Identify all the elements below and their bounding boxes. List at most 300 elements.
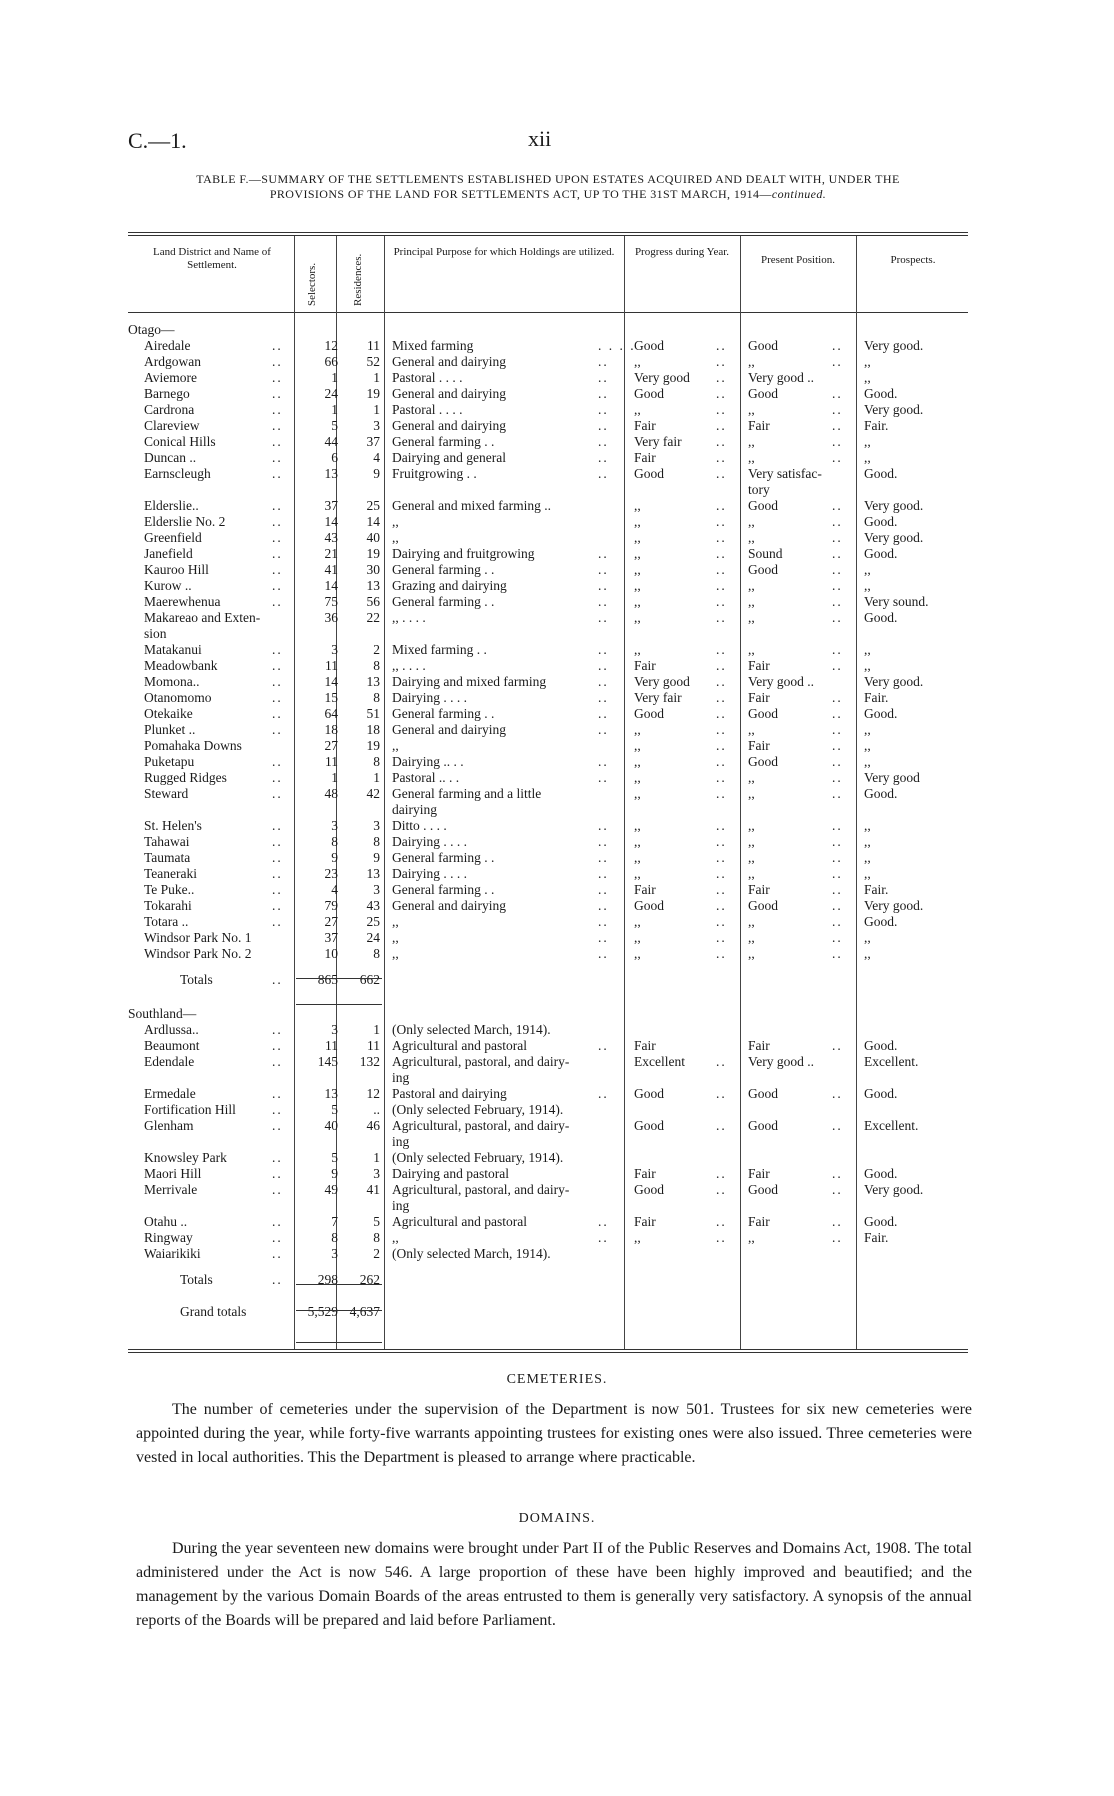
leader-dots: .. bbox=[716, 674, 727, 689]
position-cell: Good bbox=[748, 898, 778, 913]
position-cell: Fair bbox=[748, 690, 770, 705]
purpose-cell: General farming . . bbox=[392, 594, 495, 609]
position-cell: ,, bbox=[748, 850, 755, 865]
leader-dots: .. bbox=[832, 722, 843, 737]
prospects-cell: Good. bbox=[864, 610, 898, 625]
leader-dots: . . . . bbox=[598, 338, 636, 353]
leader-dots: .. bbox=[598, 866, 609, 881]
selectors-count: 18 bbox=[324, 722, 338, 737]
residences-count: 11 bbox=[367, 1038, 380, 1053]
col-rule-residences bbox=[384, 236, 385, 1349]
position-cell: Good bbox=[748, 1086, 778, 1101]
selectors-count: 79 bbox=[324, 898, 338, 913]
residences-count: 25 bbox=[366, 498, 380, 513]
leader-dots: .. bbox=[272, 498, 283, 513]
leader-dots: .. bbox=[272, 882, 283, 897]
residences-count: 40 bbox=[366, 530, 380, 545]
selectors-count: 3 bbox=[331, 1022, 338, 1037]
residences-count: 662 bbox=[359, 972, 380, 987]
col-header-prospects: Prospects. bbox=[890, 254, 936, 266]
progress-cell: Good bbox=[634, 1182, 664, 1197]
settlement-name: Totara .. bbox=[144, 914, 189, 929]
position-cell: Very good .. bbox=[748, 1054, 814, 1069]
progress-cell: Good bbox=[634, 706, 664, 721]
leader-dots: .. bbox=[272, 818, 283, 833]
leader-dots: .. bbox=[716, 354, 727, 369]
southland-totals-rule bbox=[296, 1284, 382, 1285]
leader-dots: .. bbox=[598, 402, 609, 417]
settlement-name: Kauroo Hill bbox=[144, 562, 209, 577]
col-header-progress: Progress during Year. bbox=[634, 246, 730, 258]
purpose-cell: ,, . . . . bbox=[392, 610, 426, 625]
selectors-count: 44 bbox=[324, 434, 338, 449]
leader-dots: .. bbox=[832, 882, 843, 897]
purpose-cell: General farming . . bbox=[392, 882, 495, 897]
selectors-count: 3 bbox=[331, 642, 338, 657]
progress-cell: ,, bbox=[634, 818, 641, 833]
position-cell: ,, bbox=[748, 834, 755, 849]
settlement-name: Elderslie.. bbox=[144, 498, 199, 513]
residences-count: 51 bbox=[366, 706, 380, 721]
position-cell: Good bbox=[748, 386, 778, 401]
leader-dots: .. bbox=[716, 770, 727, 785]
leader-dots: .. bbox=[272, 562, 283, 577]
residences-count: 41 bbox=[366, 1182, 380, 1197]
leader-dots: .. bbox=[716, 498, 727, 513]
leader-dots: .. bbox=[716, 530, 727, 545]
settlement-name: Greenfield bbox=[144, 530, 202, 545]
settlement-name: Plunket .. bbox=[144, 722, 196, 737]
leader-dots: .. bbox=[832, 498, 843, 513]
purpose-cell: Agricultural, pastoral, and dairy- bbox=[392, 1118, 570, 1133]
prospects-cell: Good. bbox=[864, 914, 898, 929]
position-cell: Fair bbox=[748, 1038, 770, 1053]
leader-dots: .. bbox=[832, 530, 843, 545]
progress-cell: Very fair bbox=[634, 434, 682, 449]
prospects-cell: Excellent. bbox=[864, 1118, 919, 1133]
position-cell: Good bbox=[748, 562, 778, 577]
leader-dots: .. bbox=[832, 338, 843, 353]
leader-dots: .. bbox=[832, 786, 843, 801]
selectors-count: 865 bbox=[317, 972, 338, 987]
leader-dots: .. bbox=[272, 1272, 283, 1287]
residences-count: 12 bbox=[366, 1086, 380, 1101]
residences-count: 8 bbox=[373, 690, 380, 705]
purpose-cell: Dairying .. . . bbox=[392, 754, 464, 769]
leader-dots: .. bbox=[598, 914, 609, 929]
progress-cell: ,, bbox=[634, 594, 641, 609]
prospects-cell: Good. bbox=[864, 466, 898, 481]
position-cell: Fair bbox=[748, 658, 770, 673]
leader-dots: .. bbox=[598, 770, 609, 785]
progress-cell: Good bbox=[634, 386, 664, 401]
position-cell: tory bbox=[748, 482, 770, 497]
settlement-name: Conical Hills bbox=[144, 434, 216, 449]
settlement-name: Elderslie No. 2 bbox=[144, 514, 226, 529]
settlement-name: Ringway bbox=[144, 1230, 193, 1245]
purpose-cell: Dairying . . . . bbox=[392, 690, 467, 705]
selectors-count: 145 bbox=[317, 1054, 338, 1069]
purpose-cell: ,, bbox=[392, 530, 399, 545]
continued-label: continued. bbox=[771, 187, 827, 201]
residences-count: 8 bbox=[373, 1230, 380, 1245]
position-cell: ,, bbox=[748, 866, 755, 881]
leader-dots: .. bbox=[272, 466, 283, 481]
settlement-name: Steward bbox=[144, 786, 189, 801]
progress-cell: ,, bbox=[634, 562, 641, 577]
residences-count: 19 bbox=[366, 738, 380, 753]
settlement-name: Otanomomo bbox=[144, 690, 212, 705]
leader-dots: .. bbox=[716, 786, 727, 801]
leader-dots: .. bbox=[832, 562, 843, 577]
selectors-count: 75 bbox=[324, 594, 338, 609]
cemeteries-paragraph: The number of cemeteries under the supervision of the Department is now 501. Trustees for six new cemeteries were appointed during the year, while forty-five warrants appointing trustees for existing ones were also issued. Three cemeteries were vested in local authorities. This the Department is pleased to arrange where practicable. bbox=[136, 1401, 972, 1466]
settlement-name: Pomahaka Downs bbox=[144, 738, 242, 753]
residences-count: .. bbox=[373, 1102, 380, 1117]
residences-count: 1 bbox=[373, 1150, 380, 1165]
leader-dots: .. bbox=[272, 1022, 283, 1037]
leader-dots: .. bbox=[832, 1214, 843, 1229]
leader-dots: .. bbox=[832, 706, 843, 721]
leader-dots: .. bbox=[272, 914, 283, 929]
leader-dots: .. bbox=[272, 658, 283, 673]
leader-dots: .. bbox=[716, 1054, 727, 1069]
leader-dots: .. bbox=[272, 1150, 283, 1165]
leader-dots: .. bbox=[272, 1182, 283, 1197]
leader-dots: .. bbox=[716, 338, 727, 353]
purpose-cell: General farming . . bbox=[392, 562, 495, 577]
settlement-name: Ermedale bbox=[144, 1086, 196, 1101]
prospects-cell: ,, bbox=[864, 434, 871, 449]
settlement-name: Edendale bbox=[144, 1054, 195, 1069]
selectors-count: 9 bbox=[331, 1166, 338, 1181]
domains-paragraph: During the year seventeen new domains were brought under Part II of the Public Reserves and Domains Act, 1908. The total administered under the Act is now 546. A large proportion of these have been highly improved and beautified; and the management by the various Domain Boards of the areas entrusted to them is generally very satisfactory. A synopsis of the annual reports of the Boards will be prepared and laid before Parliament. bbox=[136, 1540, 972, 1629]
leader-dots: .. bbox=[716, 402, 727, 417]
table-title bbox=[128, 172, 968, 202]
leader-dots: .. bbox=[272, 1054, 283, 1069]
leader-dots: .. bbox=[272, 418, 283, 433]
position-cell: ,, bbox=[748, 434, 755, 449]
leader-dots: .. bbox=[272, 1246, 283, 1261]
settlement-name: Rugged Ridges bbox=[144, 770, 227, 785]
leader-dots: .. bbox=[272, 402, 283, 417]
selectors-count: 43 bbox=[324, 530, 338, 545]
leader-dots: .. bbox=[598, 642, 609, 657]
leader-dots: .. bbox=[716, 1230, 727, 1245]
leader-dots: .. bbox=[272, 546, 283, 561]
col-rule-purpose bbox=[624, 236, 625, 1349]
leader-dots: .. bbox=[716, 514, 727, 529]
selectors-count: 3 bbox=[331, 818, 338, 833]
leader-dots: .. bbox=[716, 370, 727, 385]
page-reference: C.—1. bbox=[128, 128, 187, 153]
prospects-cell: Very sound. bbox=[864, 594, 929, 609]
settlement-name: Totals bbox=[180, 972, 213, 987]
residences-count: 25 bbox=[366, 914, 380, 929]
settlement-name: Waiarikiki bbox=[144, 1246, 201, 1261]
position-cell: ,, bbox=[748, 770, 755, 785]
leader-dots: .. bbox=[832, 610, 843, 625]
residences-count: 3 bbox=[373, 818, 380, 833]
position-cell: Very satisfac- bbox=[748, 466, 822, 481]
selectors-count: 48 bbox=[324, 786, 338, 801]
progress-cell: ,, bbox=[634, 354, 641, 369]
leader-dots: .. bbox=[598, 754, 609, 769]
leader-dots: .. bbox=[272, 594, 283, 609]
progress-cell: Very good bbox=[634, 674, 690, 689]
position-cell: Very good .. bbox=[748, 370, 814, 385]
settlement-name: Clareview bbox=[144, 418, 200, 433]
leader-dots: .. bbox=[716, 1118, 727, 1133]
position-cell: ,, bbox=[748, 450, 755, 465]
residences-count: 52 bbox=[366, 354, 380, 369]
selectors-count: 298 bbox=[317, 1272, 338, 1287]
leader-dots: .. bbox=[832, 738, 843, 753]
residences-count: 19 bbox=[366, 386, 380, 401]
selectors-count: 8 bbox=[331, 834, 338, 849]
position-cell: Sound bbox=[748, 546, 783, 561]
purpose-cell: Agricultural, pastoral, and dairy- bbox=[392, 1054, 570, 1069]
progress-cell: ,, bbox=[634, 850, 641, 865]
leader-dots: .. bbox=[716, 466, 727, 481]
leader-dots: .. bbox=[272, 1166, 283, 1181]
leader-dots: .. bbox=[272, 434, 283, 449]
progress-cell: ,, bbox=[634, 578, 641, 593]
selectors-count: 41 bbox=[324, 562, 338, 577]
selectors-count: 14 bbox=[324, 514, 338, 529]
residences-count: 11 bbox=[367, 338, 380, 353]
purpose-cell: Mixed farming . . bbox=[392, 642, 487, 657]
purpose-cell: General and dairying bbox=[392, 354, 506, 369]
position-cell: ,, bbox=[748, 642, 755, 657]
col-header-name: Land District and Name of Settlement. bbox=[153, 246, 271, 271]
leader-dots: .. bbox=[598, 1086, 609, 1101]
col-rule-progress bbox=[740, 236, 741, 1349]
col-header-position: Present Position. bbox=[761, 254, 835, 266]
purpose-cell: Agricultural, pastoral, and dairy- bbox=[392, 1182, 570, 1197]
prospects-cell: Fair. bbox=[864, 690, 889, 705]
leader-dots: .. bbox=[832, 354, 843, 369]
prospects-cell: Very good bbox=[864, 770, 920, 785]
prospects-cell: Excellent. bbox=[864, 1054, 919, 1069]
leader-dots: .. bbox=[832, 754, 843, 769]
prospects-cell: Fair. bbox=[864, 1230, 889, 1245]
purpose-cell: dairying bbox=[392, 802, 437, 817]
prospects-cell: Good. bbox=[864, 1038, 898, 1053]
purpose-cell: General and dairying bbox=[392, 386, 506, 401]
purpose-cell: Dairying and pastoral bbox=[392, 1166, 509, 1181]
settlement-name: Momona.. bbox=[144, 674, 200, 689]
table-bottom-rule-2 bbox=[128, 1352, 968, 1353]
table-top-rule-2 bbox=[128, 235, 968, 236]
settlement-name: Maerewhenua bbox=[144, 594, 221, 609]
position-cell: Good bbox=[748, 498, 778, 513]
purpose-cell: ,, bbox=[392, 914, 399, 929]
settlement-name: Beaumont bbox=[144, 1038, 200, 1053]
col-rule-position bbox=[856, 236, 857, 1349]
residences-count: 5 bbox=[373, 1214, 380, 1229]
progress-cell: Very fair bbox=[634, 690, 682, 705]
residences-count: 132 bbox=[359, 1054, 380, 1069]
residences-count: 8 bbox=[373, 946, 380, 961]
purpose-cell: ,, bbox=[392, 946, 399, 961]
prospects-cell: ,, bbox=[864, 578, 871, 593]
prospects-cell: Good. bbox=[864, 514, 898, 529]
leader-dots: .. bbox=[716, 898, 727, 913]
purpose-cell: Dairying . . . . bbox=[392, 866, 467, 881]
leader-dots: .. bbox=[716, 930, 727, 945]
leader-dots: .. bbox=[598, 850, 609, 865]
selectors-count: 36 bbox=[324, 610, 338, 625]
progress-cell: ,, bbox=[634, 722, 641, 737]
col-header-residences: Residences. bbox=[352, 253, 364, 306]
purpose-cell: Dairying . . . . bbox=[392, 834, 467, 849]
residences-count: 4 bbox=[373, 450, 380, 465]
purpose-cell: ,, bbox=[392, 738, 399, 753]
purpose-cell: Pastoral . . . . bbox=[392, 402, 463, 417]
purpose-cell: ,, bbox=[392, 1230, 399, 1245]
selectors-count: 1 bbox=[331, 770, 338, 785]
leader-dots: .. bbox=[832, 1230, 843, 1245]
leader-dots: .. bbox=[272, 514, 283, 529]
domains-heading: DOMAINS. bbox=[518, 1511, 596, 1526]
settlement-name: Puketapu bbox=[144, 754, 195, 769]
settlement-name: Tahawai bbox=[144, 834, 190, 849]
leader-dots: .. bbox=[832, 386, 843, 401]
leader-dots: .. bbox=[272, 850, 283, 865]
progress-cell: Good bbox=[634, 898, 664, 913]
leader-dots: .. bbox=[272, 786, 283, 801]
leader-dots: .. bbox=[716, 818, 727, 833]
leader-dots: .. bbox=[598, 594, 609, 609]
settlement-name: Glenham bbox=[144, 1118, 194, 1133]
purpose-cell: Pastoral . . . . bbox=[392, 370, 463, 385]
leader-dots: .. bbox=[272, 722, 283, 737]
purpose-cell: General and dairying bbox=[392, 898, 506, 913]
prospects-cell: Very good. bbox=[864, 338, 924, 353]
residences-count: 1 bbox=[373, 402, 380, 417]
leader-dots: .. bbox=[716, 850, 727, 865]
residences-count: 19 bbox=[366, 546, 380, 561]
prospects-cell: ,, bbox=[864, 866, 871, 881]
selectors-count: 11 bbox=[325, 1038, 338, 1053]
leader-dots: .. bbox=[716, 706, 727, 721]
settlement-name: Kurow .. bbox=[144, 578, 192, 593]
selectors-count: 1 bbox=[331, 402, 338, 417]
selectors-count: 5 bbox=[331, 418, 338, 433]
selectors-count: 13 bbox=[324, 466, 338, 481]
leader-dots: .. bbox=[598, 834, 609, 849]
position-cell: Fair bbox=[748, 418, 770, 433]
purpose-cell: Pastoral and dairying bbox=[392, 1086, 507, 1101]
selectors-count: 66 bbox=[324, 354, 338, 369]
leader-dots: .. bbox=[716, 594, 727, 609]
progress-cell: Good bbox=[634, 1086, 664, 1101]
leader-dots: .. bbox=[272, 642, 283, 657]
settlement-name: Barnego bbox=[144, 386, 190, 401]
progress-cell: ,, bbox=[634, 402, 641, 417]
prospects-cell: ,, bbox=[864, 930, 871, 945]
position-cell: ,, bbox=[748, 818, 755, 833]
prospects-cell: ,, bbox=[864, 658, 871, 673]
purpose-cell: ,, bbox=[392, 930, 399, 945]
progress-cell: Good bbox=[634, 466, 664, 481]
settlement-name: Airedale bbox=[144, 338, 191, 353]
leader-dots: .. bbox=[716, 578, 727, 593]
leader-dots: .. bbox=[716, 418, 727, 433]
prospects-cell: Good. bbox=[864, 1214, 898, 1229]
settlement-name: Windsor Park No. 1 bbox=[144, 930, 252, 945]
leader-dots: .. bbox=[272, 578, 283, 593]
progress-cell: Fair bbox=[634, 1214, 656, 1229]
selectors-count: 23 bbox=[324, 866, 338, 881]
leader-dots: .. bbox=[832, 594, 843, 609]
purpose-cell: Pastoral .. . . bbox=[392, 770, 460, 785]
selectors-count: 49 bbox=[324, 1182, 338, 1197]
residences-count: 13 bbox=[366, 674, 380, 689]
position-cell: Good bbox=[748, 338, 778, 353]
position-cell: ,, bbox=[748, 530, 755, 545]
residences-count: 13 bbox=[366, 866, 380, 881]
leader-dots: .. bbox=[716, 946, 727, 961]
settlement-name: Windsor Park No. 2 bbox=[144, 946, 252, 961]
settlement-name: Grand totals bbox=[180, 1304, 247, 1319]
settlement-name: Merrivale bbox=[144, 1182, 198, 1197]
position-cell: ,, bbox=[748, 594, 755, 609]
leader-dots: .. bbox=[598, 930, 609, 945]
progress-cell: Good bbox=[634, 1118, 664, 1133]
position-cell: ,, bbox=[748, 786, 755, 801]
residences-count: 1 bbox=[373, 1022, 380, 1037]
selectors-count: 6 bbox=[331, 450, 338, 465]
progress-cell: Fair bbox=[634, 882, 656, 897]
progress-cell: ,, bbox=[634, 914, 641, 929]
selectors-count: 5 bbox=[331, 1150, 338, 1165]
prospects-cell: Very good. bbox=[864, 498, 924, 513]
leader-dots: .. bbox=[832, 1166, 843, 1181]
leader-dots: .. bbox=[832, 418, 843, 433]
leader-dots: .. bbox=[716, 1086, 727, 1101]
purpose-cell: ing bbox=[392, 1134, 410, 1149]
position-cell: ,, bbox=[748, 1230, 755, 1245]
residences-count: 1 bbox=[373, 770, 380, 785]
settlement-name: Totals bbox=[180, 1272, 213, 1287]
prospects-cell: Good. bbox=[864, 386, 898, 401]
prospects-cell: ,, bbox=[864, 642, 871, 657]
residences-count: 3 bbox=[373, 882, 380, 897]
prospects-cell: Good. bbox=[864, 786, 898, 801]
prospects-cell: ,, bbox=[864, 946, 871, 961]
progress-cell: Fair bbox=[634, 1038, 656, 1053]
progress-cell: ,, bbox=[634, 770, 641, 785]
leader-dots: .. bbox=[716, 866, 727, 881]
residences-count: 42 bbox=[366, 786, 380, 801]
table-title-line2: PROVISIONS OF THE LAND FOR SETTLEMENTS ACT, UP TO THE 31ST MARCH, 1914—continued. bbox=[269, 187, 827, 201]
leader-dots: .. bbox=[716, 1182, 727, 1197]
residences-count: 3 bbox=[373, 418, 380, 433]
residences-count: 46 bbox=[366, 1118, 380, 1133]
selectors-count: 8 bbox=[331, 1230, 338, 1245]
leader-dots: .. bbox=[832, 898, 843, 913]
settlement-name: Matakanui bbox=[144, 642, 202, 657]
selectors-count: 5 bbox=[331, 1102, 338, 1117]
grand-totals-rule bbox=[296, 1342, 382, 1343]
leader-dots: .. bbox=[598, 818, 609, 833]
settlement-name: Cardrona bbox=[144, 402, 195, 417]
settlement-name: Ardlussa.. bbox=[144, 1022, 199, 1037]
leader-dots: .. bbox=[272, 972, 283, 987]
leader-dots: .. bbox=[716, 690, 727, 705]
